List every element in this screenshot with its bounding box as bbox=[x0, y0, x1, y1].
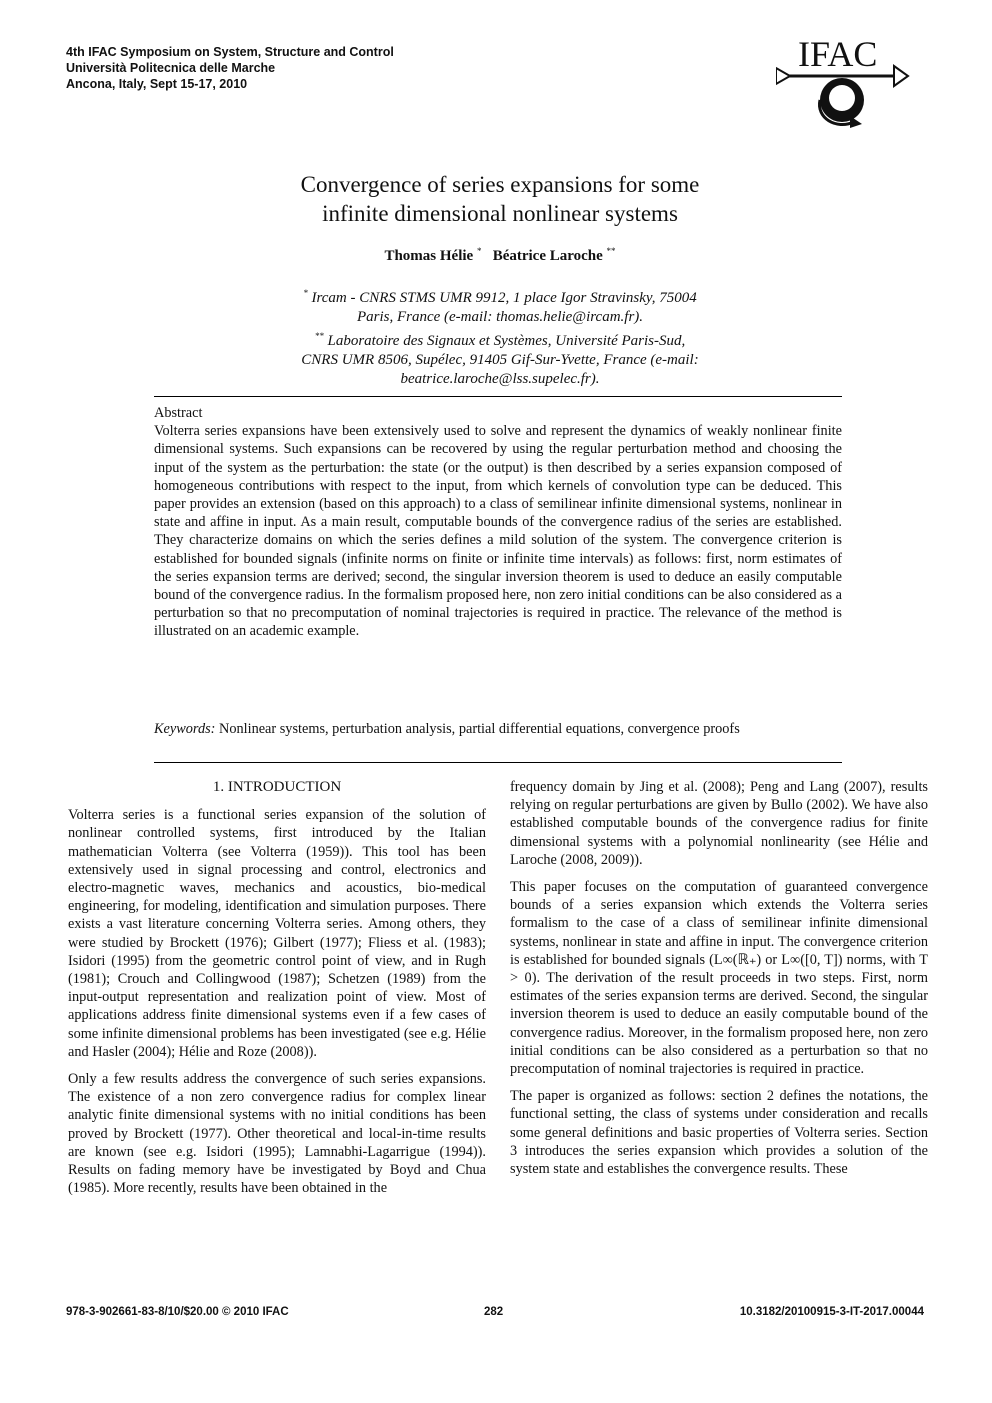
paragraph: The paper is organized as follows: section 2 defines the notations, the functional setting, the class of systems under consideration and recalls some general definitions and basic properties of Volterra series. Section 3 introduces the series expansion which provides a solution of the system state and establishes the convergence results. These bbox=[510, 1088, 928, 1178]
abstract-heading: Abstract bbox=[154, 405, 203, 421]
affiliations bbox=[200, 284, 800, 389]
abstract-body: Volterra series expansions have been extensively used to solve and represent the dynamics of weakly nonlinear finite dimensional systems. Such expansions can be recovered by using the regular perturbation method and choosing the input of the system as the perturbation: the state (or the output) is then described by a series expansion composed of homogeneous contributions with respect to the input, from which kernels of convolution type can be deduced. This paper provides an extension (based on this approach) to a class of semilinear infinite dimensional systems, nonlinear in state and affine in input. As a main result, computable bounds of the convergence radius of the series are established. They characterize domains on which the series defines a mild solution of the system. The convergence criterion is established for bounded signals (infinite norms on finite or infinite time intervals) as follows: first, norm estimates of the series expansion terms are derived; second, the singular inversion theorem is used to deduce an easily computable bound of the convergence radius. In the formalism proposed here, non zero initial conditions can be also considered as a perturbation so that no precomputation of nominal trajectories is required in practice. The relevance of the method is illustrated on an academic example. bbox=[154, 423, 842, 640]
affiliation-mark: ** bbox=[314, 331, 324, 341]
paragraph: Only a few results address the convergence of such series expansions. The existence of a non zero convergence radius for complex linear analytic finite dimensional systems with no initial conditions has been proved by Brockett (1977). Other theoretical and local-in-time results are known (see e.g. Isidori (1995); Lamnabhi-Lagarrigue (1994)). Results on fading memory have be investigated by Boyd and Chua (1985). More recently, results have been obtained in the bbox=[68, 1071, 486, 1197]
venue-line-2: Università Politecnica delle Marche bbox=[66, 61, 276, 75]
abstract bbox=[154, 404, 842, 641]
author-mark: ** bbox=[606, 246, 616, 256]
author-mark: * bbox=[476, 246, 482, 256]
keywords-text: Nonlinear systems, perturbation analysis, partial differential equations, convergence proofs bbox=[219, 721, 740, 737]
footer-doi: 10.3182/20100915-3-IT-2017.00044 bbox=[739, 1306, 924, 1318]
right-column bbox=[510, 778, 928, 1187]
affiliation-line: beatrice.laroche@lss.supelec.fr). bbox=[400, 371, 600, 387]
keywords-label: Keywords: bbox=[154, 721, 216, 737]
section-heading: 1. INTRODUCTION bbox=[212, 779, 342, 795]
title-line-2: infinite dimensional nonlinear systems bbox=[322, 201, 678, 226]
author-name: Béatrice Laroche bbox=[492, 248, 603, 264]
paragraph: This paper focuses on the computation of guaranteed convergence bounds of a series expansion which extends the Volterra series formalism to the case of a class of semilinear infinite dimensional systems, nonlinear in state and affine in input. The convergence criterion is established for bounded signals (L∞(ℝ₊) or L∞([0, T]) norms, with T > 0). The derivation of the result proceeds in two steps. First, norm estimates of the series expansion terms are derived. Second, the singular inversion theorem is used to deduce an easily computable bound of the convergence radius. Moreover, in the formalism proposed here, non zero initial conditions can be also considered as a perturbation so that no precomputation of nominal trajectories is required in practice. bbox=[510, 879, 928, 1078]
title-line-1: Convergence of series expansions for some bbox=[300, 172, 700, 197]
author-name: Thomas Hélie bbox=[384, 248, 474, 264]
venue-line-3: Ancona, Italy, Sept 15-17, 2010 bbox=[66, 77, 248, 91]
paper-title bbox=[150, 170, 850, 228]
abstract-bottom-rule bbox=[154, 762, 842, 763]
footer-isbn: 978-3-902661-83-8/10/$20.00 © 2010 IFAC bbox=[66, 1306, 289, 1318]
venue-header bbox=[66, 44, 394, 92]
paragraph: frequency domain by Jing et al. (2008); Peng and Lang (2007), results relying on regular perturbations are given by Bullo (2002). We have also established computable bounds of the convergence radius for finite dimensional systems with a polynomial nonlinearity (see Hélie and Laroche (2008, 2009)). bbox=[510, 779, 928, 868]
ifac-logo bbox=[776, 34, 916, 130]
affiliation-line: CNRS UMR 8506, Supélec, 91405 Gif-Sur-Yvette, France (e-mail: bbox=[301, 352, 699, 368]
affiliation-line: Ircam - CNRS STMS UMR 9912, 1 place Igor Stravinsky, 75004 bbox=[311, 290, 697, 306]
venue-line-1: 4th IFAC Symposium on System, Structure and Control bbox=[66, 45, 394, 59]
abstract-top-rule bbox=[154, 396, 842, 397]
affiliation-mark: * bbox=[303, 288, 308, 298]
left-column bbox=[68, 778, 486, 1206]
page-number: 282 bbox=[484, 1306, 504, 1318]
affiliation-line: Paris, France (e-mail: thomas.helie@ircam.fr). bbox=[356, 309, 644, 325]
logo-text: IFAC bbox=[798, 34, 878, 74]
keywords bbox=[154, 720, 842, 738]
author-list bbox=[150, 246, 850, 265]
paragraph: Volterra series is a functional series expansion of the solution of nonlinear controlled systems, first introduced by the Italian mathematician Volterra (see Volterra (1959)). This tool has been extensively used in signal processing and control, electronics and electro-magnetic waves, mechanics and acoustics, bio-medical engineering, for modeling, identification and simulation purposes. There exists a vast literature concerning Volterra series. Among others, they were studied by Brockett (1976); Gilbert (1977); Fliess et al. (1983); Isidori (1995) from the geometric control point of view, and in Rugh (1981); Crouch and Collingwood (1987); Schetzen (1989) from the input-output representation and realization point of view. Most of applications address finite dimensional systems even if a few cases of some infinite dimensional problems has been investigated (see e.g. Hélie and Hasler (2004); Hélie and Roze (2008)). bbox=[68, 807, 486, 1060]
affiliation-line: Laboratoire des Signaux et Systèmes, Université Paris-Sud, bbox=[327, 333, 686, 349]
